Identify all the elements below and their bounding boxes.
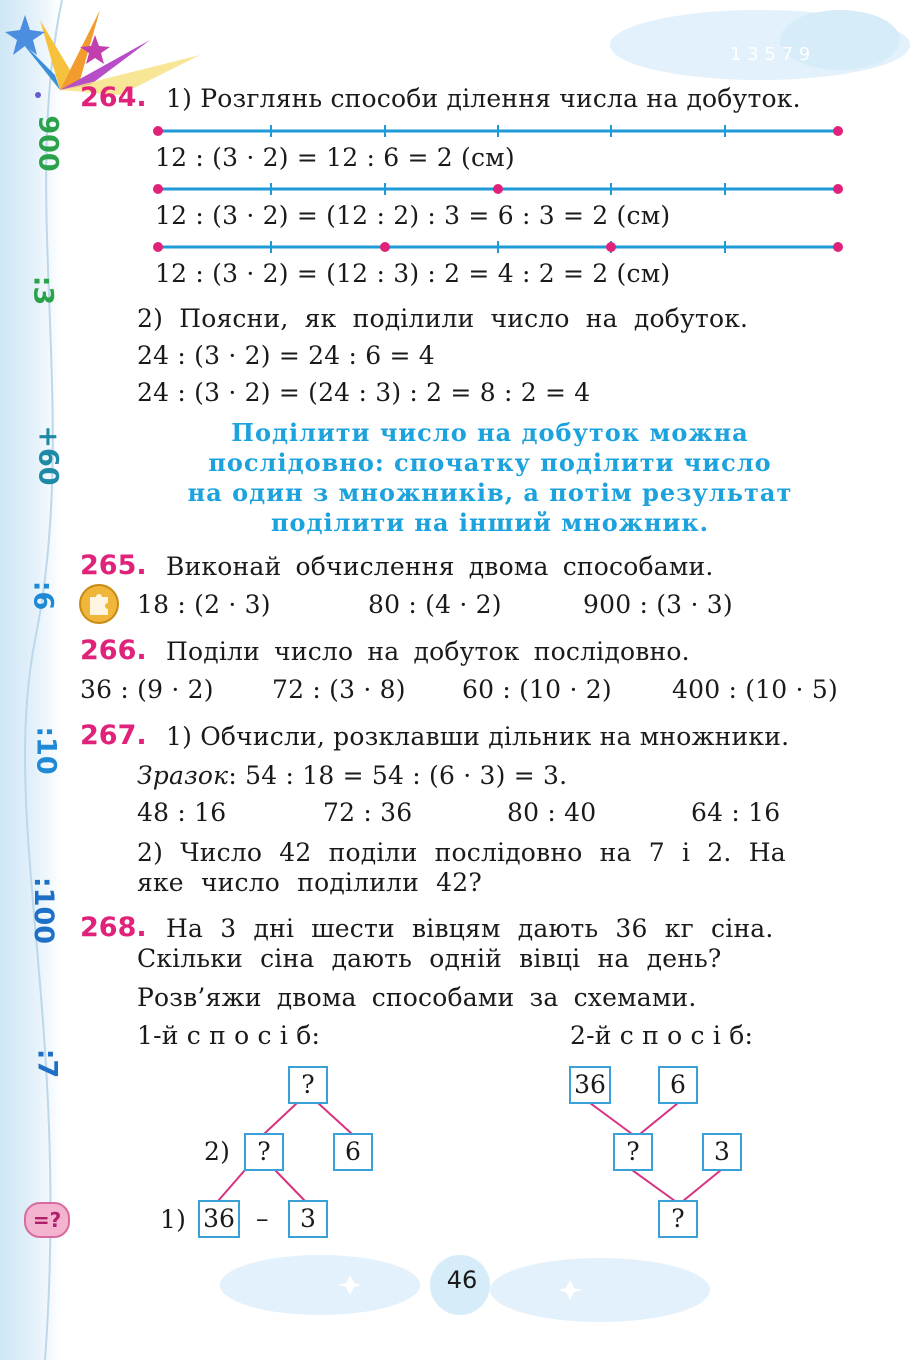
exercise-264-eq4: 24 : (3 · 2) = 24 : 6 = 4 (137, 341, 435, 370)
exercise-268-text-line1: На 3 дні шести вівцям дають 36 кг сіна. (166, 914, 774, 943)
side-label-div6: :6 (27, 580, 59, 611)
exercise-268-text-line2: Скільки сіна дають одній вівці на день? (137, 944, 722, 973)
exercise-267-item-3: 80 : 40 (507, 798, 597, 827)
exercise-264-eq3: 12 : (3 · 2) = (12 : 3) : 2 = 4 : 2 = 2 (см) (155, 259, 671, 288)
exercise-267-part2-line2: яке число поділили 42? (137, 868, 482, 897)
exercise-266-text: Поділи число на добуток послідовно. (166, 637, 690, 666)
side-label-plus60: +60 (32, 425, 64, 486)
exercise-266-item-3: 60 : (10 · 2) (462, 675, 612, 704)
scheme1-top-box: ? (288, 1066, 328, 1104)
exercise-264-eq2: 12 : (3 · 2) = (12 : 2) : 3 = 6 : 3 = 2 (см) (155, 201, 671, 230)
rule-line-2: послідовно: спочатку поділити число (208, 448, 772, 477)
exercise-267-part2-line1: 2) Число 42 поділи послідовно на 7 і 2. На (137, 838, 786, 867)
svg-text:1 3 5 7 9: 1 3 5 7 9 (730, 44, 811, 65)
scheme2-top-right-box: 6 (658, 1066, 698, 1104)
side-label-div10: :10 (30, 726, 62, 775)
rule-line-3: на один з множників, а потім результат (187, 478, 793, 507)
scheme2-bottom-box: ? (658, 1200, 698, 1238)
way-2-label: 2-й с п о с і б: (570, 1021, 754, 1050)
scheme1-bot-left-box: 36 (198, 1200, 240, 1238)
way-1-label: 1-й с п о с і б: (137, 1021, 321, 1050)
side-label-div3: :3 (27, 275, 59, 306)
scheme1-mid-left-box: ? (244, 1133, 284, 1171)
scheme2-mid-right-box: 3 (702, 1133, 742, 1171)
scheme1-step2-label: 2) (204, 1137, 231, 1166)
side-label-div7: :7 (31, 1048, 63, 1079)
exercise-264-eq1: 12 : (3 · 2) = 12 : 6 = 2 (см) (155, 143, 515, 172)
scheme1-step1-label: 1) (160, 1205, 187, 1234)
exercise-266-item-1: 36 : (9 · 2) (80, 675, 214, 704)
question-badge: =? (24, 1202, 70, 1238)
exercise-267-item-2: 72 : 36 (323, 798, 413, 827)
sample-expression: : 54 : 18 = 54 : (6 · 3) = 3. (228, 761, 568, 790)
exercise-265-text: Виконай обчислення двома способами. (166, 552, 714, 581)
exercise-264-part1: 1) Розглянь способи ділення числа на добуток. (166, 84, 801, 113)
scheme1-bot-right-box: 3 (288, 1200, 328, 1238)
exercise-265-number: 265. (80, 550, 147, 581)
exercise-265-item-3: 900 : (3 · 3) (583, 590, 733, 619)
sample-label: Зразок (137, 761, 229, 790)
scheme1-dash: – (256, 1204, 269, 1233)
rule-line-1: Поділити число на добуток можна (231, 418, 749, 447)
exercise-265-item-2: 80 : (4 · 2) (368, 590, 502, 619)
rule-line-4: поділити на інший множник. (270, 508, 710, 537)
exercise-264-part2: 2) Поясни, як поділили число на добуток. (137, 304, 749, 333)
page-number: 46 (446, 1266, 478, 1294)
scheme1-mid-right-box: 6 (333, 1133, 373, 1171)
exercise-267-item-1: 48 : 16 (137, 798, 227, 827)
scheme2-top-left-box: 36 (569, 1066, 611, 1104)
exercise-267-number: 267. (80, 720, 147, 751)
side-label-div100: :100 (28, 876, 60, 945)
exercise-266-item-2: 72 : (3 · 8) (272, 675, 406, 704)
exercise-266-item-4: 400 : (10 · 5) (672, 675, 838, 704)
exercise-264-number: 264. (80, 82, 147, 113)
side-label-900: 900 (32, 115, 64, 172)
exercise-267-item-4: 64 : 16 (691, 798, 781, 827)
exercise-267-text: 1) Обчисли, розклавши дільник на множники. (166, 722, 790, 751)
exercise-266-number: 266. (80, 635, 147, 666)
exercise-268-text-line3: Розв’яжи двома способами за схемами. (137, 983, 697, 1012)
exercise-268-number: 268. (80, 912, 147, 943)
exercise-265-item-1: 18 : (2 · 3) (137, 590, 271, 619)
exercise-264-eq5: 24 : (3 · 2) = (24 : 3) : 2 = 8 : 2 = 4 (137, 378, 591, 407)
scheme2-mid-left-box: ? (613, 1133, 653, 1171)
